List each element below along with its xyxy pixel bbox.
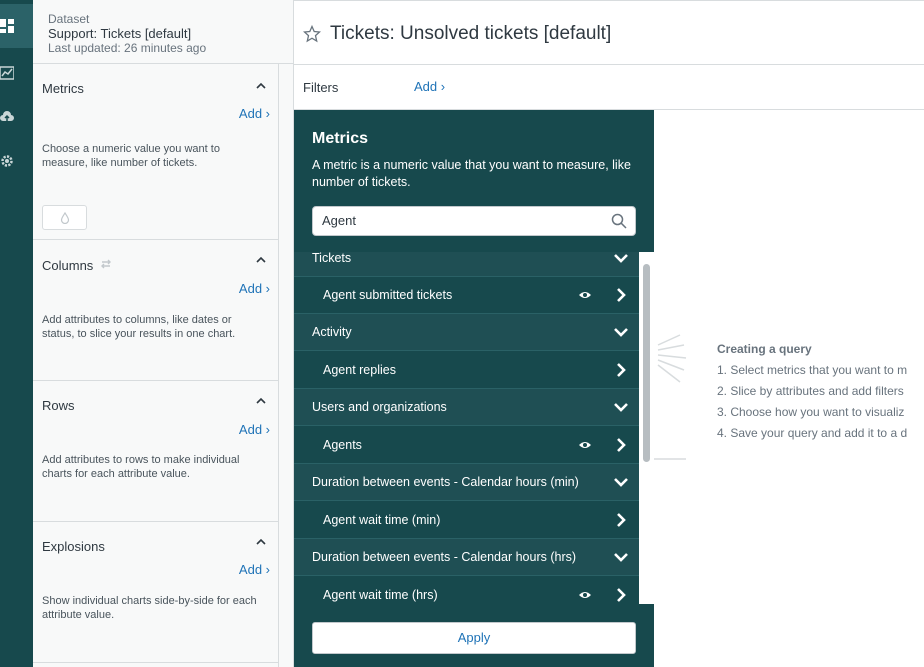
columns-section-desc: Add attributes to columns, like dates or status, to slice your results in one chart.	[42, 314, 236, 340]
metric-drop-zone[interactable]	[42, 205, 87, 230]
hint-step: 1. Select metrics that you want to m	[717, 363, 908, 377]
metric-item-row[interactable]	[294, 502, 639, 539]
columns-section	[33, 240, 279, 381]
dataset-name[interactable]: Support: Tickets [default]	[48, 26, 192, 41]
dataset-header	[33, 0, 294, 64]
panel-gutter	[279, 64, 294, 667]
chevron-down-icon[interactable]	[613, 326, 629, 338]
columns-add-link[interactable]: Add ›	[238, 281, 270, 296]
chevron-up-icon[interactable]	[255, 254, 267, 266]
filters-bar	[294, 65, 924, 110]
star-icon[interactable]	[303, 25, 321, 43]
category-label: Duration between events - Calendar hours (min)	[312, 475, 579, 489]
columns-section-title: Columns	[42, 258, 94, 273]
swap-icon[interactable]	[99, 257, 113, 271]
gear-icon	[0, 154, 14, 168]
explosions-section-title: Explosions	[42, 539, 105, 554]
category-label: Tickets	[312, 252, 352, 265]
metric-item-row[interactable]	[294, 352, 639, 389]
hint-step: 3. Choose how you want to visualiz	[717, 405, 905, 419]
metric-category-row[interactable]	[294, 464, 639, 501]
nav-item-dashboards[interactable]	[0, 4, 33, 48]
dataset-label: Dataset	[48, 12, 90, 26]
rows-section-title: Rows	[42, 398, 75, 413]
dataset-updated: Last updated: 26 minutes ago	[48, 41, 207, 55]
chevron-right-icon[interactable]	[616, 437, 626, 453]
nav-rail	[0, 0, 33, 667]
metric-category-row[interactable]	[294, 539, 639, 576]
cloud-upload-icon	[0, 110, 14, 124]
chevron-down-icon[interactable]	[613, 401, 629, 413]
metric-item-row[interactable]	[294, 427, 639, 464]
metrics-section	[33, 64, 279, 240]
metric-label: Agent wait time (hrs)	[323, 588, 438, 602]
metric-label: Agent wait time (min)	[323, 513, 441, 527]
metrics-section-title: Metrics	[42, 81, 84, 96]
metric-search-box[interactable]	[312, 206, 636, 236]
metrics-add-link[interactable]: Add ›	[238, 106, 270, 121]
query-config-panel	[33, 64, 279, 667]
hint-title: Creating a query	[717, 342, 812, 356]
search-icon[interactable]	[611, 213, 627, 229]
chevron-up-icon[interactable]	[255, 536, 267, 548]
popover-desc: A metric is a numeric value that you want to measure, like number of tickets.	[312, 158, 631, 189]
hint-illustration	[650, 330, 690, 470]
rows-section-desc: Add attributes to rows to make individual charts for each attribute value.	[42, 454, 240, 480]
chevron-right-icon[interactable]	[616, 287, 626, 303]
metric-label: Agent replies	[323, 363, 396, 377]
rows-section	[33, 381, 279, 522]
apply-button[interactable]: Apply	[312, 622, 636, 654]
hint-step: 2. Slice by attributes and add filters	[717, 384, 904, 398]
explosions-section-desc: Show individual charts side-by-side for each attribute value.	[42, 595, 257, 621]
metric-category-row[interactable]	[294, 389, 639, 426]
explosions-add-link[interactable]: Add ›	[238, 562, 270, 577]
chevron-right-icon[interactable]	[616, 362, 626, 378]
category-label: Duration between events - Calendar hours (hrs)	[312, 550, 577, 564]
category-label: Activity	[312, 325, 352, 339]
chevron-up-icon[interactable]	[255, 80, 267, 92]
chevron-up-icon[interactable]	[255, 395, 267, 407]
explosions-section	[33, 522, 279, 663]
query-title[interactable]: Tickets: Unsolved tickets [default]	[330, 23, 612, 44]
popover-title: Metrics	[312, 130, 369, 147]
metric-label: Agent submitted tickets	[323, 288, 453, 302]
metric-list	[294, 252, 639, 604]
metric-item-row[interactable]	[294, 277, 639, 314]
dashboard-icon	[0, 19, 14, 33]
metric-item-row[interactable]	[294, 577, 639, 604]
filters-label: Filters	[303, 80, 339, 95]
chart-icon	[0, 66, 14, 80]
droplet-icon	[60, 212, 70, 224]
metric-category-row[interactable]	[294, 252, 639, 277]
category-label: Users and organizations	[312, 400, 447, 414]
metrics-popover	[294, 110, 654, 667]
rows-add-link[interactable]: Add ›	[238, 422, 270, 437]
metric-category-row[interactable]	[294, 314, 639, 351]
chevron-right-icon[interactable]	[616, 587, 626, 603]
chevron-right-icon[interactable]	[616, 512, 626, 528]
query-title-bar	[294, 0, 924, 65]
hint-step: 4. Save your query and add it to a d	[717, 426, 908, 440]
metrics-section-desc: Choose a numeric value you want to measure, like number of tickets.	[42, 143, 220, 169]
eye-icon[interactable]	[578, 590, 592, 600]
chevron-down-icon[interactable]	[613, 252, 629, 264]
eye-icon[interactable]	[578, 440, 592, 450]
chevron-down-icon[interactable]	[613, 551, 629, 563]
filters-add-link[interactable]: Add ›	[414, 79, 446, 94]
eye-icon[interactable]	[578, 290, 592, 300]
metric-search-input[interactable]	[322, 213, 602, 228]
scrollbar-thumb[interactable]	[643, 264, 650, 462]
metric-label: Agents	[323, 438, 362, 452]
chevron-down-icon[interactable]	[613, 476, 629, 488]
